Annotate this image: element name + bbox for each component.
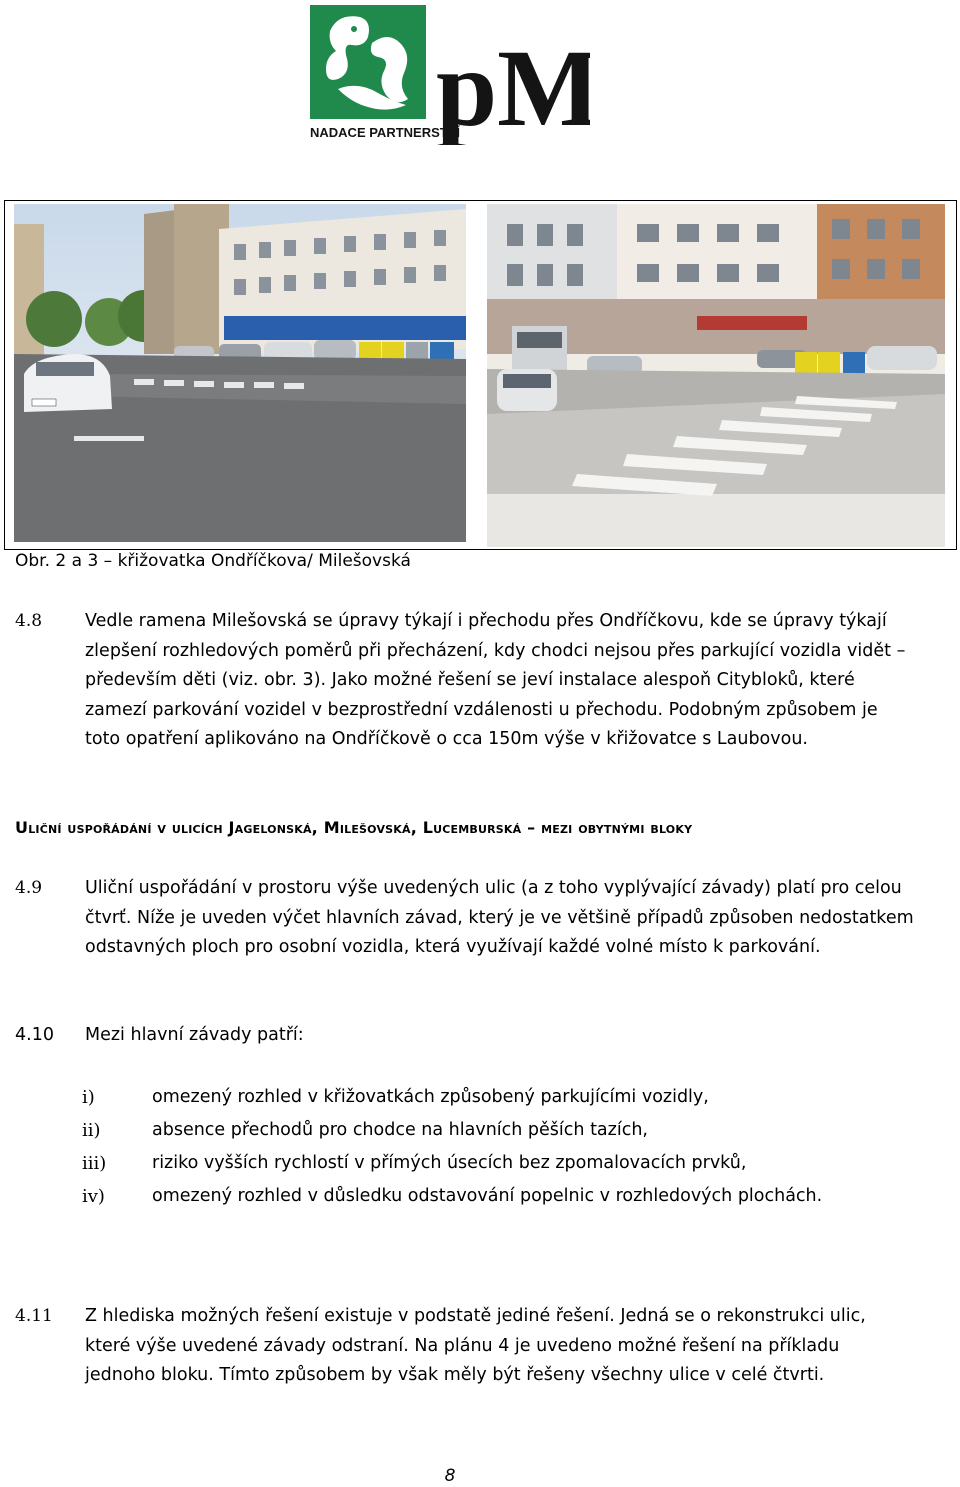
section-4-8 <box>15 607 915 755</box>
list-marker: i) <box>82 1087 95 1108</box>
foundation-logo <box>308 3 590 145</box>
section-text: Uliční uspořádání v prostoru výše uvedených ulic (a z toho vyplývající závady) platí pro celou čtvrť. Níže je uveden výčet hlavních závad, který je ve většině případů způsoben nedostatkem odstavných ploch pro osobní vozidla, která využívají každé volné místo k parkování. <box>85 878 914 957</box>
section-number: 4.10 <box>15 1025 54 1045</box>
street-photo-left <box>14 204 466 542</box>
section-text: Mezi hlavní závady patří: <box>85 1025 304 1045</box>
list-item-text: omezený rozhled v křižovatkách způsobený parkujícími vozidly, <box>152 1087 709 1107</box>
list-item <box>82 1083 902 1113</box>
list-marker: iii) <box>82 1153 107 1174</box>
section-number: 4.8 <box>15 611 43 631</box>
list-item <box>82 1149 902 1179</box>
page-number: 8 <box>444 1466 456 1486</box>
logo-org-name: NADACE PARTNERSTVÍ <box>310 125 460 140</box>
list-item-text: absence přechodů pro chodce na hlavních pěších tazích, <box>152 1120 648 1140</box>
list-item <box>82 1182 902 1212</box>
section-number: 4.11 <box>15 1306 53 1326</box>
section-4-10 <box>15 1021 915 1051</box>
logo-mark: pM <box>436 27 590 145</box>
section-text: Z hlediska možných řešení existuje v podstatě jediné řešení. Jedná se o rekonstrukci ulic, které výše uvedené závady odstraní. Na plánu 4 je uvedeno možné řešení na příkladu jednoho bloku. Tímto způsobem by však měly být řešeny všechny ulice v celé čtvrti. <box>85 1306 866 1385</box>
defects-list <box>82 1083 902 1215</box>
section-text: Vedle ramena Milešovská se úpravy týkají i přechodu přes Ondříčkovu, kde se úpravy týkají zlepšení rozhledových poměrů při přecházení, kdy chodci nejsou přes parkující vozidla vidět – především děti (viz. obr. 3). Jako možné řešení se jeví instalace alespoň Citybloků, které zamezí parkování vozidel v bezprostřední vzdálenosti u přechodu. Podobným způsobem je toto opatření aplikováno na Ondříčkově o cca 150m výše v křižovatce s Laubovou. <box>85 611 906 749</box>
list-item-text: omezený rozhled v důsledku odstavování popelnic v rozhledových plochách. <box>152 1186 823 1206</box>
figure-caption: Obr. 2 a 3 – křižovatka Ondříčkova/ Milešovská <box>15 551 411 571</box>
section-heading: Uliční uspořádání v ulicích Jagelonská, Milešovská, Lucemburská – mezi obytnými bloky <box>15 818 693 837</box>
section-4-11 <box>15 1302 915 1391</box>
list-marker: iv) <box>82 1186 105 1207</box>
list-item <box>82 1116 902 1146</box>
section-number: 4.9 <box>15 878 43 898</box>
list-marker: ii) <box>82 1120 101 1141</box>
section-4-9 <box>15 874 915 963</box>
list-item-text: riziko vyšších rychlostí v přímých úsecích bez zpomalovacích prvků, <box>152 1153 747 1173</box>
street-photo-right <box>487 204 945 547</box>
